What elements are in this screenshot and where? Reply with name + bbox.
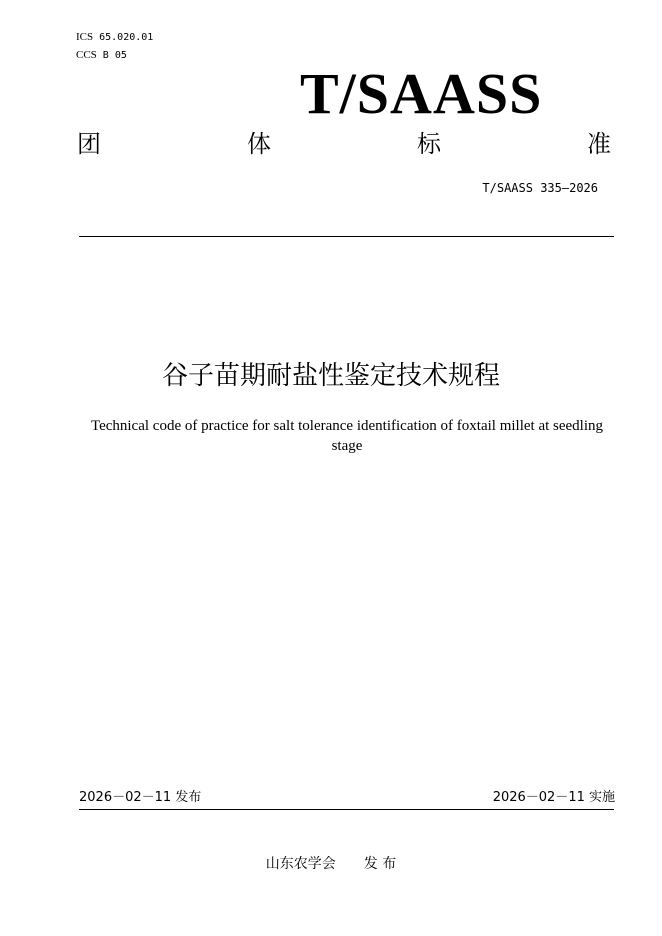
bottom-divider <box>79 809 614 810</box>
implementation-date: 2026－02－11 实施 <box>492 790 615 805</box>
doc-type-char: 标 <box>417 130 441 158</box>
document-type <box>74 126 614 162</box>
ccs-label: CCS <box>76 49 97 61</box>
ics-classification <box>76 31 153 44</box>
issue-date: 2026－02－11 发布 <box>79 790 202 805</box>
title-chinese: 谷子苗期耐盐性鉴定技术规程 <box>161 361 500 391</box>
ccs-code: B 05 <box>102 50 127 61</box>
doc-type-char: 团 <box>77 130 101 158</box>
standard-number: T/SAASS 335—2026 <box>482 181 598 195</box>
ccs-classification <box>76 49 127 62</box>
doc-type-char: 体 <box>247 130 271 158</box>
top-divider <box>79 236 614 237</box>
ics-label: ICS <box>76 31 94 43</box>
doc-type-char: 准 <box>587 130 611 158</box>
title-english: Technical code of practice for salt tolerance identification of foxtail millet at seedling stage <box>90 418 604 454</box>
organization-logo: T/SAASS <box>300 61 543 126</box>
ics-code: 65.020.01 <box>99 32 154 43</box>
publisher: 山东农学会 发 布 <box>265 856 397 872</box>
